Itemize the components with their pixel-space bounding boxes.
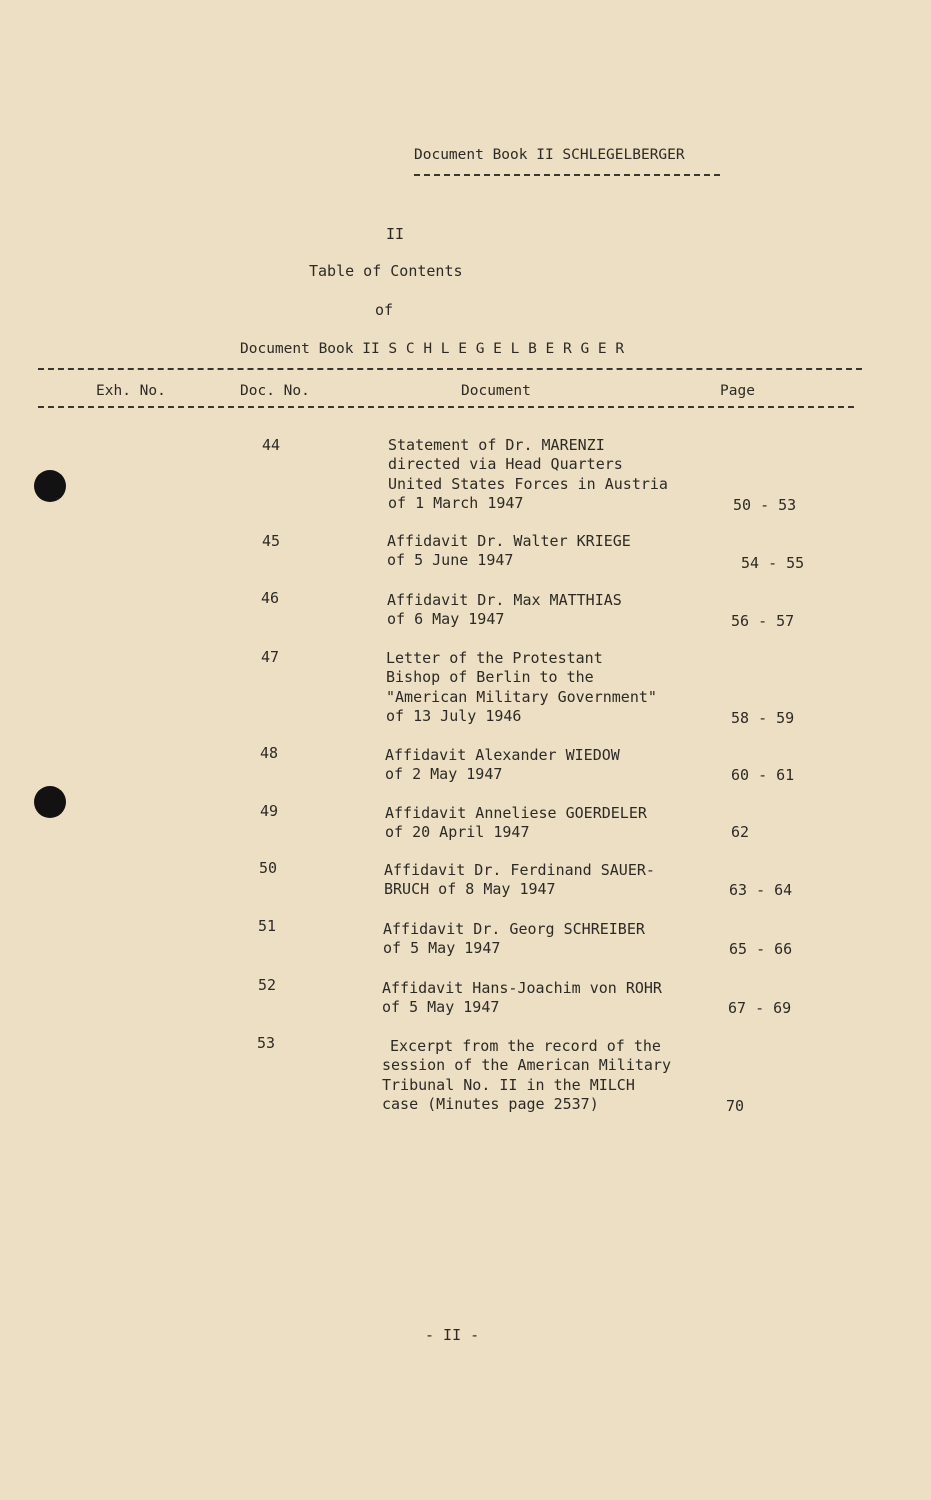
document-line: Affidavit Dr. Ferdinand SAUER- bbox=[384, 861, 655, 879]
document-line: Letter of the Protestant bbox=[386, 649, 603, 667]
doc-number: 44 bbox=[262, 436, 281, 454]
toc-heading: Table of Contents bbox=[309, 262, 463, 280]
doc-number: 53 bbox=[257, 1034, 276, 1052]
doc-number: 45 bbox=[262, 532, 281, 550]
page-range: 50 - 53 bbox=[733, 496, 797, 514]
document-line: session of the American Military bbox=[382, 1056, 671, 1074]
doc-number: 51 bbox=[258, 917, 277, 935]
document-line: case (Minutes page 2537) bbox=[382, 1095, 599, 1113]
column-header-exh-no: Exh. No. bbox=[96, 383, 166, 399]
page-range: 54 - 55 bbox=[741, 554, 805, 572]
doc-number: 49 bbox=[260, 802, 279, 820]
document-line: Affidavit Dr. Max MATTHIAS bbox=[387, 591, 622, 609]
column-header-page: Page bbox=[720, 383, 755, 399]
page-range: 58 - 59 bbox=[731, 709, 795, 727]
page-range: 63 - 64 bbox=[729, 881, 793, 899]
document-line: Affidavit Dr. Walter KRIEGE bbox=[387, 532, 631, 550]
document-line: Affidavit Hans-Joachim von ROHR bbox=[382, 979, 662, 997]
document-line: of 5 May 1947 bbox=[382, 998, 500, 1016]
document-line: Excerpt from the record of the bbox=[390, 1037, 661, 1055]
toc-heading-of: of bbox=[375, 301, 394, 319]
doc-number: 48 bbox=[260, 744, 279, 762]
document-line: directed via Head Quarters bbox=[388, 455, 623, 473]
column-header-document: Document bbox=[461, 383, 531, 399]
page-range: 70 bbox=[726, 1097, 745, 1115]
doc-number: 50 bbox=[259, 859, 278, 877]
toc-heading-book: Document Book II S C H L E G E L B E R G E R bbox=[240, 341, 625, 357]
document-line: United States Forces in Austria bbox=[388, 475, 668, 493]
doc-number: 46 bbox=[261, 589, 280, 607]
document-line: Bishop of Berlin to the bbox=[386, 668, 594, 686]
document-line: of 20 April 1947 bbox=[385, 823, 530, 841]
document-line: Statement of Dr. MARENZI bbox=[388, 436, 605, 454]
document-line: Affidavit Alexander WIEDOW bbox=[385, 746, 620, 764]
punch-hole-bottom bbox=[34, 786, 66, 818]
column-header-doc-no: Doc. No. bbox=[240, 383, 310, 399]
document-line: of 6 May 1947 bbox=[387, 610, 505, 628]
page-range: 65 - 66 bbox=[729, 940, 793, 958]
table-header-rule bbox=[38, 406, 854, 408]
document-line: of 1 March 1947 bbox=[388, 494, 524, 512]
page-range: 62 bbox=[731, 823, 750, 841]
document-line: Affidavit Anneliese GOERDELER bbox=[385, 804, 647, 822]
document-line: BRUCH of 8 May 1947 bbox=[384, 880, 556, 898]
title-underline bbox=[414, 174, 720, 176]
document-line: Affidavit Dr. Georg SCHREIBER bbox=[383, 920, 645, 938]
punch-hole-top bbox=[34, 470, 66, 502]
page-range: 67 - 69 bbox=[728, 999, 792, 1017]
page-number-footer: - II - bbox=[425, 1326, 480, 1344]
doc-number: 52 bbox=[258, 976, 277, 994]
document-line: of 2 May 1947 bbox=[385, 765, 503, 783]
document-line: "American Military Government" bbox=[386, 688, 657, 706]
document-line: of 5 June 1947 bbox=[387, 551, 514, 569]
page-range: 60 - 61 bbox=[731, 766, 795, 784]
table-top-rule bbox=[38, 368, 862, 370]
document-line: of 5 May 1947 bbox=[383, 939, 501, 957]
page-range: 56 - 57 bbox=[731, 612, 795, 630]
document-line: Tribunal No. II in the MILCH bbox=[382, 1076, 635, 1094]
section-roman-numeral: II bbox=[386, 225, 405, 243]
document-book-title: Document Book II SCHLEGELBERGER bbox=[414, 147, 685, 163]
document-line: of 13 July 1946 bbox=[386, 707, 522, 725]
doc-number: 47 bbox=[261, 648, 280, 666]
